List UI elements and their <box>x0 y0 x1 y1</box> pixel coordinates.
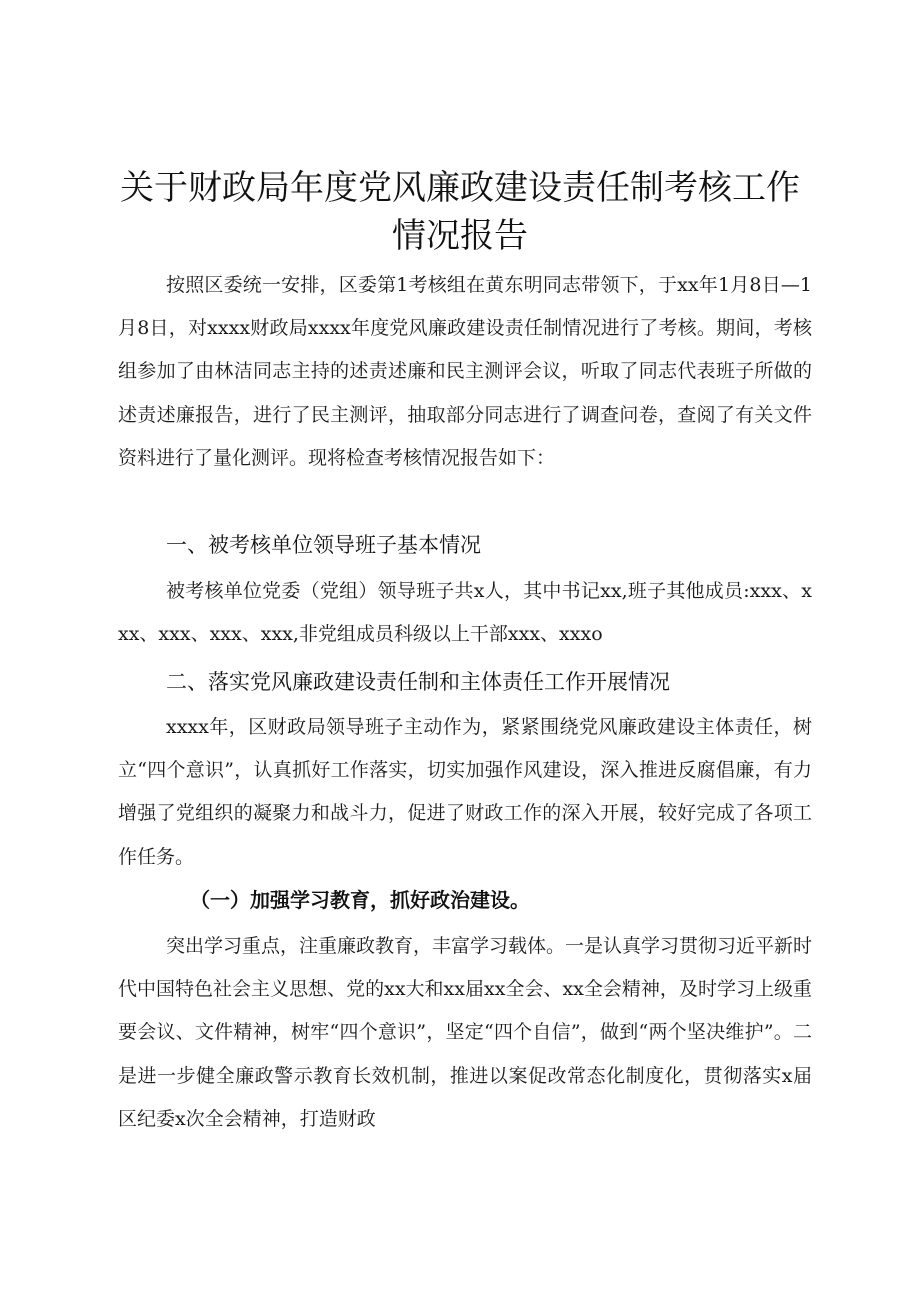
document-title-line-2: 情况报告 <box>392 216 528 256</box>
intro-paragraph: 按照区委统一安排，区委第1考核组在黄东明同志带领下，于xx年1月8日—1月8日，对xxxx财政局xxxx年度党风廉政建设责任制情况进行了考核。期间，考核组参加了由林洁同志主持的述责述廉和民主测评会议，听取了同志代表班子所做的述责述廉报告，进行了民主测评，抽取部分同志进行了调查问卷，查阅了有关文件资料进行了量化测评。现将检查考核情况报告如下： <box>118 274 812 469</box>
subsection-1-paragraph: 突出学习重点，注重廉政教育，丰富学习载体。一是认真学习贯彻习近平新时代中国特色社会主义思想、党的xx大和xx届xx全会、xx全会精神，及时学习上级重要会议、文件精神，树牢“四个意识”，坚定“四个自信”，做到“两个坚决维护”。二是进一步健全廉政警示教育长效机制，推进以案促改常态化制度化，贯彻落实x届区纪委x次全会精神，打造财政 <box>118 935 813 1130</box>
section-1-paragraph: 被考核单位党委（党组）领导班子共x人，其中书记xx,班子其他成员:xxx、xxx、xxx、xxx、xxx,非党组成员科级以上干部xxx、xxxo <box>118 580 812 646</box>
subsection-1-heading: （一）加强学习教育，抓好政治建设。 <box>190 888 530 912</box>
section-1-heading: 一、被考核单位领导班子基本情况 <box>166 533 481 557</box>
section-2-paragraph: xxxx年，区财政局领导班子主动作为，紧紧围绕党风廉政建设主体责任，树立“四个意识”，认真抓好工作落实，切实加强作风建设，深入推进反腐倡廉，有力增强了党组织的凝聚力和战斗力，促进了财政工作的深入开展，较好完成了各项工作任务。 <box>118 716 812 868</box>
document-title-line-1: 关于财政局年度党风廉政建设责任制考核工作 <box>120 168 800 208</box>
section-2-heading: 二、落实党风廉政建设责任制和主体责任工作开展情况 <box>166 670 670 694</box>
